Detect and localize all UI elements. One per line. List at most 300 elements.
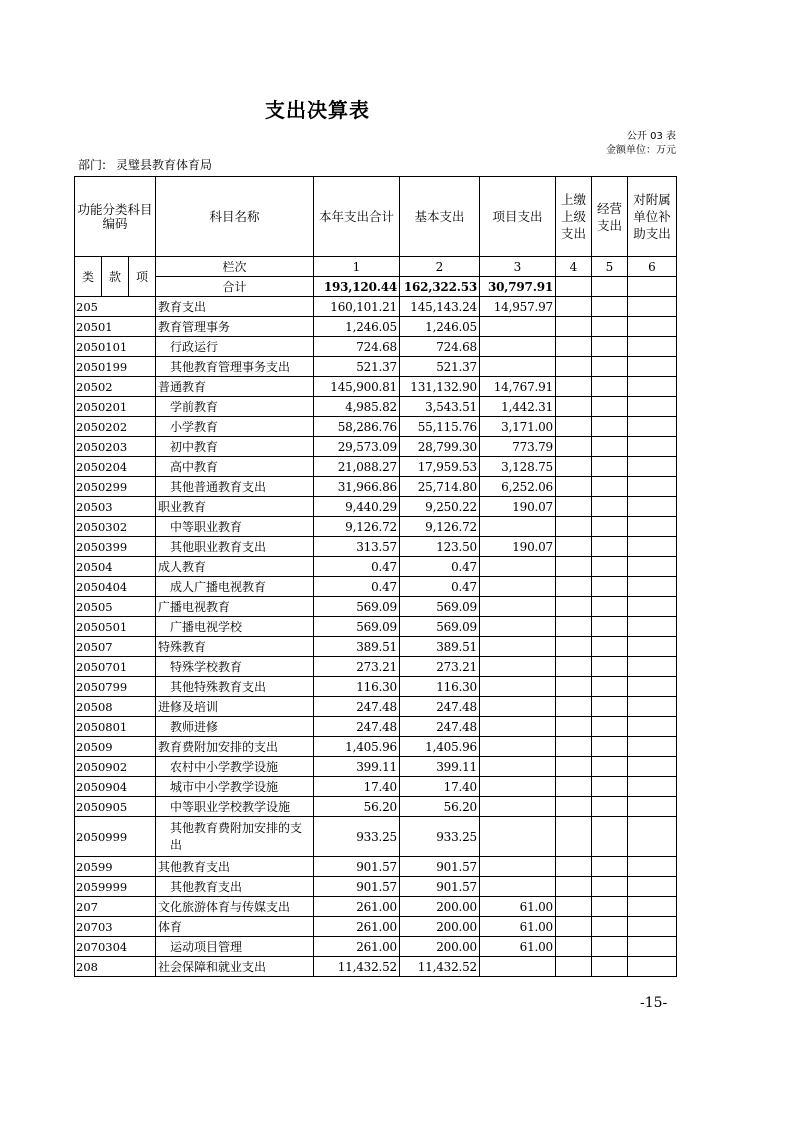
row-basic: 200.00 <box>400 917 480 937</box>
row-turn-in <box>556 457 592 477</box>
row-code: 2050501 <box>75 617 156 637</box>
col-index-5: 5 <box>592 257 628 277</box>
table-row <box>75 877 677 897</box>
row-project <box>480 777 556 797</box>
row-turn-in <box>556 797 592 817</box>
table-row <box>75 357 677 377</box>
row-subsidy <box>628 617 677 637</box>
row-code: 20507 <box>75 637 156 657</box>
row-turn-in <box>556 557 592 577</box>
row-business <box>592 517 628 537</box>
row-basic: 11,432.52 <box>400 957 480 977</box>
row-business <box>592 397 628 417</box>
row-basic: 1,246.05 <box>400 317 480 337</box>
row-project <box>480 717 556 737</box>
row-subject-name: 其他教育费附加安排的支出 <box>156 817 314 857</box>
row-business <box>592 957 628 977</box>
row-business <box>592 577 628 597</box>
department-name: 灵璧县教育体育局 <box>116 158 213 172</box>
row-project <box>480 697 556 717</box>
table-row <box>75 677 677 697</box>
row-code: 2050801 <box>75 717 156 737</box>
row-total: 9,440.29 <box>314 497 400 517</box>
header-subject-name: 科目名称 <box>156 177 314 257</box>
table-row <box>75 497 677 517</box>
row-turn-in <box>556 817 592 857</box>
row-subsidy <box>628 477 677 497</box>
row-subject-name: 其他普通教育支出 <box>156 477 314 497</box>
row-subsidy <box>628 717 677 737</box>
row-code: 2050999 <box>75 817 156 857</box>
row-business <box>592 357 628 377</box>
row-business <box>592 557 628 577</box>
row-turn-in <box>556 637 592 657</box>
row-project <box>480 957 556 977</box>
row-basic: 901.57 <box>400 877 480 897</box>
row-business <box>592 757 628 777</box>
row-turn-in <box>556 417 592 437</box>
row-project: 773.79 <box>480 437 556 457</box>
row-total: 569.09 <box>314 617 400 637</box>
row-basic: 123.50 <box>400 537 480 557</box>
row-total: 56.20 <box>314 797 400 817</box>
row-subsidy <box>628 297 677 317</box>
row-subsidy <box>628 697 677 717</box>
row-project: 3,128.75 <box>480 457 556 477</box>
row-business <box>592 677 628 697</box>
row-subsidy <box>628 317 677 337</box>
header-turn-in: 上缴上级支出 <box>556 177 592 257</box>
row-total: 724.68 <box>314 337 400 357</box>
table-row <box>75 417 677 437</box>
row-subsidy <box>628 937 677 957</box>
row-subject-name: 中等职业学校教学设施 <box>156 797 314 817</box>
row-business <box>592 897 628 917</box>
row-business <box>592 657 628 677</box>
row-code: 2050201 <box>75 397 156 417</box>
row-basic: 200.00 <box>400 937 480 957</box>
row-subject-name: 文化旅游体育与传媒支出 <box>156 897 314 917</box>
row-business <box>592 377 628 397</box>
row-subject-name: 农村中小学教学设施 <box>156 757 314 777</box>
row-subsidy <box>628 557 677 577</box>
row-turn-in <box>556 537 592 557</box>
row-turn-in <box>556 717 592 737</box>
row-turn-in <box>556 477 592 497</box>
header-kuan: 款 <box>102 257 129 297</box>
table-row <box>75 817 677 857</box>
table-row <box>75 557 677 577</box>
row-basic: 28,799.30 <box>400 437 480 457</box>
row-turn-in <box>556 937 592 957</box>
row-code: 2050701 <box>75 657 156 677</box>
row-business <box>592 297 628 317</box>
table-row <box>75 477 677 497</box>
row-business <box>592 637 628 657</box>
row-project: 14,957.97 <box>480 297 556 317</box>
row-subsidy <box>628 857 677 877</box>
department-label: 部门: <box>78 158 107 172</box>
row-subsidy <box>628 357 677 377</box>
row-basic: 1,405.96 <box>400 737 480 757</box>
row-basic: 521.37 <box>400 357 480 377</box>
row-business <box>592 317 628 337</box>
row-code: 207 <box>75 897 156 917</box>
row-turn-in <box>556 297 592 317</box>
row-total: 116.30 <box>314 677 400 697</box>
col-index-6: 6 <box>628 257 677 277</box>
row-business <box>592 877 628 897</box>
row-project: 61.00 <box>480 897 556 917</box>
row-basic: 56.20 <box>400 797 480 817</box>
row-subsidy <box>628 737 677 757</box>
row-subject-name: 运动项目管理 <box>156 937 314 957</box>
row-subsidy <box>628 537 677 557</box>
table-row <box>75 597 677 617</box>
row-turn-in <box>556 737 592 757</box>
row-subsidy <box>628 897 677 917</box>
total-row-project: 30,797.91 <box>480 277 556 297</box>
row-subject-name: 其他教育支出 <box>156 857 314 877</box>
row-project <box>480 317 556 337</box>
row-subject-name: 教育管理事务 <box>156 317 314 337</box>
col-index-4: 4 <box>556 257 592 277</box>
row-code: 2050199 <box>75 357 156 377</box>
row-turn-in <box>556 957 592 977</box>
row-code: 2050204 <box>75 457 156 477</box>
row-code: 20501 <box>75 317 156 337</box>
header-subsidy: 对附属单位补助支出 <box>628 177 677 257</box>
row-code: 2050202 <box>75 417 156 437</box>
row-code: 20509 <box>75 737 156 757</box>
row-total: 4,985.82 <box>314 397 400 417</box>
header-total: 本年支出合计 <box>314 177 400 257</box>
table-row <box>75 697 677 717</box>
row-total: 569.09 <box>314 597 400 617</box>
row-turn-in <box>556 437 592 457</box>
row-total: 1,246.05 <box>314 317 400 337</box>
table-row <box>75 797 677 817</box>
row-subject-name: 行政运行 <box>156 337 314 357</box>
row-subject-name: 特殊学校教育 <box>156 657 314 677</box>
row-turn-in <box>556 357 592 377</box>
row-turn-in <box>556 897 592 917</box>
row-code: 2050203 <box>75 437 156 457</box>
row-business <box>592 917 628 937</box>
row-subject-name: 小学教育 <box>156 417 314 437</box>
table-row <box>75 897 677 917</box>
row-basic: 9,126.72 <box>400 517 480 537</box>
table-row <box>75 657 677 677</box>
row-subject-name: 成人教育 <box>156 557 314 577</box>
header-lei: 类 <box>75 257 102 297</box>
row-turn-in <box>556 857 592 877</box>
row-total: 29,573.09 <box>314 437 400 457</box>
row-subsidy <box>628 957 677 977</box>
row-turn-in <box>556 597 592 617</box>
row-total: 247.48 <box>314 717 400 737</box>
row-basic: 399.11 <box>400 757 480 777</box>
row-turn-in <box>556 317 592 337</box>
row-turn-in <box>556 657 592 677</box>
row-business <box>592 457 628 477</box>
row-total: 11,432.52 <box>314 957 400 977</box>
row-code: 20502 <box>75 377 156 397</box>
row-turn-in <box>556 617 592 637</box>
row-code: 2050299 <box>75 477 156 497</box>
table-row <box>75 957 677 977</box>
row-business <box>592 777 628 797</box>
row-total: 261.00 <box>314 937 400 957</box>
row-turn-in <box>556 677 592 697</box>
row-subsidy <box>628 877 677 897</box>
row-project: 6,252.06 <box>480 477 556 497</box>
row-code: 2050404 <box>75 577 156 597</box>
row-basic: 9,250.22 <box>400 497 480 517</box>
row-basic: 200.00 <box>400 897 480 917</box>
table-row <box>75 717 677 737</box>
row-subject-name: 初中教育 <box>156 437 314 457</box>
table-row <box>75 517 677 537</box>
total-row-subsidy <box>628 277 677 297</box>
row-project: 190.07 <box>480 497 556 517</box>
table-row <box>75 637 677 657</box>
row-basic: 901.57 <box>400 857 480 877</box>
row-subsidy <box>628 757 677 777</box>
row-turn-in <box>556 917 592 937</box>
row-subsidy <box>628 417 677 437</box>
row-business <box>592 617 628 637</box>
row-project <box>480 817 556 857</box>
row-project <box>480 617 556 637</box>
table-row <box>75 617 677 637</box>
table-row <box>75 297 677 317</box>
row-code: 20599 <box>75 857 156 877</box>
row-total: 1,405.96 <box>314 737 400 757</box>
row-turn-in <box>556 397 592 417</box>
row-subsidy <box>628 657 677 677</box>
row-basic: 145,143.24 <box>400 297 480 317</box>
row-turn-in <box>556 877 592 897</box>
row-project: 61.00 <box>480 917 556 937</box>
table-row <box>75 917 677 937</box>
row-code: 2059999 <box>75 877 156 897</box>
header-project: 项目支出 <box>480 177 556 257</box>
row-total: 273.21 <box>314 657 400 677</box>
row-subject-name: 职业教育 <box>156 497 314 517</box>
row-subject-name: 其他特殊教育支出 <box>156 677 314 697</box>
row-basic: 933.25 <box>400 817 480 857</box>
row-project <box>480 517 556 537</box>
table-row <box>75 437 677 457</box>
row-subject-name: 城市中小学教学设施 <box>156 777 314 797</box>
total-row-total: 193,120.44 <box>314 277 400 297</box>
row-subject-name: 其他职业教育支出 <box>156 537 314 557</box>
row-subject-name: 其他教育管理事务支出 <box>156 357 314 377</box>
total-row-label: 合计 <box>156 277 314 297</box>
col-index-1: 1 <box>314 257 400 277</box>
row-project <box>480 797 556 817</box>
row-business <box>592 597 628 617</box>
row-total: 901.57 <box>314 857 400 877</box>
table-row <box>75 937 677 957</box>
row-subject-name: 进修及培训 <box>156 697 314 717</box>
row-code: 2070304 <box>75 937 156 957</box>
row-code: 2050799 <box>75 677 156 697</box>
row-code: 20503 <box>75 497 156 517</box>
row-subsidy <box>628 337 677 357</box>
row-turn-in <box>556 337 592 357</box>
row-project <box>480 357 556 377</box>
row-total: 389.51 <box>314 637 400 657</box>
row-subject-name: 高中教育 <box>156 457 314 477</box>
row-project <box>480 877 556 897</box>
row-basic: 55,115.76 <box>400 417 480 437</box>
row-turn-in <box>556 697 592 717</box>
row-total: 0.47 <box>314 577 400 597</box>
row-subject-name: 其他教育支出 <box>156 877 314 897</box>
row-basic: 17.40 <box>400 777 480 797</box>
row-total: 247.48 <box>314 697 400 717</box>
row-turn-in <box>556 497 592 517</box>
total-row-business <box>592 277 628 297</box>
row-subject-name: 广播电视教育 <box>156 597 314 617</box>
row-business <box>592 697 628 717</box>
row-project <box>480 637 556 657</box>
table-row <box>75 317 677 337</box>
row-code: 2050902 <box>75 757 156 777</box>
row-subsidy <box>628 457 677 477</box>
total-row-turn-in <box>556 277 592 297</box>
col-index-2: 2 <box>400 257 480 277</box>
row-code: 2050399 <box>75 537 156 557</box>
row-total: 21,088.27 <box>314 457 400 477</box>
row-subsidy <box>628 797 677 817</box>
row-project <box>480 737 556 757</box>
row-subsidy <box>628 597 677 617</box>
row-total: 399.11 <box>314 757 400 777</box>
row-basic: 116.30 <box>400 677 480 697</box>
row-turn-in <box>556 377 592 397</box>
row-code: 205 <box>75 297 156 317</box>
department-line <box>78 156 212 173</box>
row-subject-name: 中等职业教育 <box>156 517 314 537</box>
row-business <box>592 797 628 817</box>
row-turn-in <box>556 757 592 777</box>
page-title: 支出决算表 <box>265 98 370 122</box>
row-basic: 273.21 <box>400 657 480 677</box>
row-basic: 0.47 <box>400 557 480 577</box>
row-turn-in <box>556 517 592 537</box>
row-subject-name: 成人广播电视教育 <box>156 577 314 597</box>
row-business <box>592 537 628 557</box>
row-subsidy <box>628 497 677 517</box>
row-subsidy <box>628 517 677 537</box>
row-basic: 247.48 <box>400 717 480 737</box>
table-row <box>75 397 677 417</box>
row-project <box>480 577 556 597</box>
row-total: 17.40 <box>314 777 400 797</box>
expenditure-table <box>74 176 677 977</box>
row-basic: 724.68 <box>400 337 480 357</box>
header-func-code: 功能分类科目编码 <box>75 177 156 257</box>
row-project <box>480 677 556 697</box>
row-project <box>480 757 556 777</box>
row-code: 2050904 <box>75 777 156 797</box>
header-business: 经营支出 <box>592 177 628 257</box>
row-total: 261.00 <box>314 917 400 937</box>
amount-unit: 金额单位：万元 <box>606 145 676 156</box>
row-business <box>592 737 628 757</box>
row-project: 1,442.31 <box>480 397 556 417</box>
table-row <box>75 337 677 357</box>
row-subject-name: 广播电视学校 <box>156 617 314 637</box>
row-basic: 0.47 <box>400 577 480 597</box>
row-project: 14,767.91 <box>480 377 556 397</box>
row-subject-name: 教育支出 <box>156 297 314 317</box>
header-xiang: 项 <box>129 257 156 297</box>
row-subsidy <box>628 817 677 857</box>
row-basic: 3,543.51 <box>400 397 480 417</box>
row-turn-in <box>556 577 592 597</box>
row-basic: 25,714.80 <box>400 477 480 497</box>
row-project <box>480 597 556 617</box>
row-code: 20508 <box>75 697 156 717</box>
row-subsidy <box>628 677 677 697</box>
row-code: 20703 <box>75 917 156 937</box>
row-total: 521.37 <box>314 357 400 377</box>
row-project <box>480 657 556 677</box>
row-project: 190.07 <box>480 537 556 557</box>
row-subject-name: 教育费附加安排的支出 <box>156 737 314 757</box>
row-project <box>480 857 556 877</box>
table-row <box>75 737 677 757</box>
row-total: 31,966.86 <box>314 477 400 497</box>
row-business <box>592 937 628 957</box>
row-total: 9,126.72 <box>314 517 400 537</box>
row-basic: 389.51 <box>400 637 480 657</box>
row-business <box>592 417 628 437</box>
row-turn-in <box>556 777 592 797</box>
row-subsidy <box>628 777 677 797</box>
row-business <box>592 497 628 517</box>
row-business <box>592 717 628 737</box>
row-subsidy <box>628 637 677 657</box>
row-code: 208 <box>75 957 156 977</box>
total-row-basic: 162,322.53 <box>400 277 480 297</box>
page-number: -15- <box>640 995 668 1011</box>
row-total: 313.57 <box>314 537 400 557</box>
header-basic: 基本支出 <box>400 177 480 257</box>
row-total: 901.57 <box>314 877 400 897</box>
row-business <box>592 337 628 357</box>
row-basic: 247.48 <box>400 697 480 717</box>
table-row <box>75 777 677 797</box>
table-row <box>75 757 677 777</box>
table-row <box>75 457 677 477</box>
row-basic: 17,959.53 <box>400 457 480 477</box>
row-basic: 131,132.90 <box>400 377 480 397</box>
row-business <box>592 817 628 857</box>
row-code: 2050302 <box>75 517 156 537</box>
form-number: 公开 03 表 <box>626 131 676 142</box>
row-total: 58,286.76 <box>314 417 400 437</box>
row-code: 20505 <box>75 597 156 617</box>
table-row <box>75 377 677 397</box>
row-code: 20504 <box>75 557 156 577</box>
row-project: 3,171.00 <box>480 417 556 437</box>
row-subject-name: 普通教育 <box>156 377 314 397</box>
